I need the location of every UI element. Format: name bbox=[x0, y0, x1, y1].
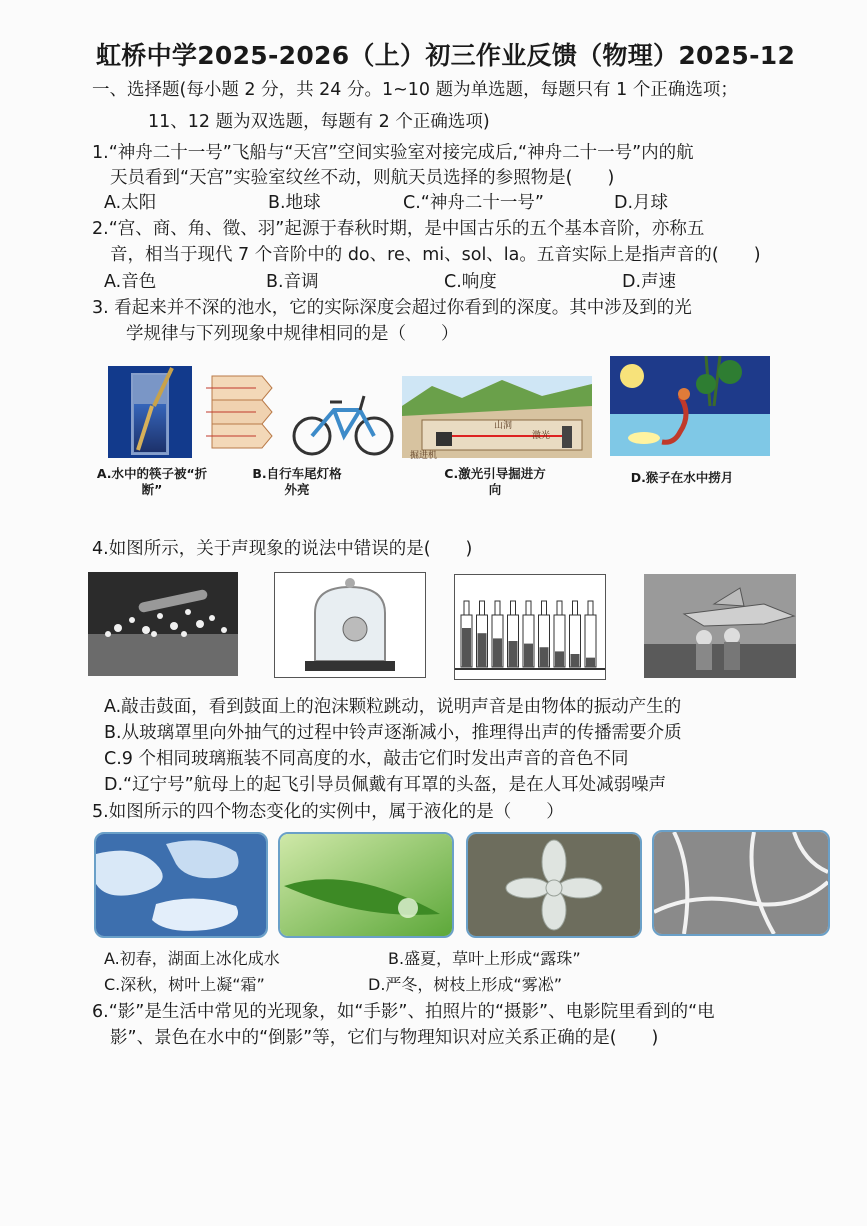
page-title: 虹桥中学2025-2026（上）初三作业反馈（物理）2025-12 bbox=[96, 41, 796, 70]
question-5-text: 5.如图所示的四个物态变化的实例中，属于液化的是（ ） bbox=[92, 802, 564, 822]
q3-caption-b: B.自行车尾灯格外亮 bbox=[252, 466, 342, 497]
q5-option-b: B.盛夏，草叶上形成“露珠” bbox=[388, 949, 581, 968]
q2-option-a: A.音色 bbox=[104, 272, 157, 292]
question-6-text: 6.“影”是生活中常见的光现象，如“手影”、拍照片的“摄影”、电影院里看到的“电 bbox=[92, 1002, 715, 1022]
q3-image-bicycle bbox=[290, 388, 396, 460]
q5-option-a: A.初春，湖面上冰化成水 bbox=[104, 949, 280, 968]
q4-image-bell-jar bbox=[274, 572, 426, 678]
q3-caption-d: D.猴子在水中捞月 bbox=[630, 470, 734, 485]
q4-option-d: D.“辽宁号”航母上的起飞引导员佩戴有耳罩的头盔，是在人耳处减弱噪声 bbox=[104, 775, 667, 795]
question-1-text-cont: 天员看到“天宫”实验室纹丝不动，则航天员选择的参照物是( ) bbox=[110, 168, 615, 188]
question-2-text: 2.“宫、商、角、徵、羽”起源于春秋时期，是中国古乐的五个基本音阶，亦称五 bbox=[92, 219, 705, 239]
q5-option-c: C.深秋，树叶上凝“霜” bbox=[104, 975, 265, 994]
q1-option-d: D.月球 bbox=[614, 193, 669, 213]
q5-image-frost-leaves bbox=[466, 832, 642, 938]
bottle bbox=[461, 601, 472, 667]
q5-image-dew-leaf bbox=[278, 832, 454, 938]
q3-label-tbm: 掘进机 bbox=[410, 451, 438, 461]
question-3-text: 3. 看起来并不深的池水，它的实际深度会超过你看到的深度。其中涉及到的光 bbox=[92, 298, 692, 318]
q1-option-b: B.地球 bbox=[268, 193, 321, 213]
question-2-text-cont: 音，相当于现代 7 个音阶中的 do、re、mi、sol、la。五音实际上是指声音的( ) bbox=[110, 245, 761, 265]
q3-caption-a: A.水中的筷子被“折断” bbox=[96, 466, 208, 497]
bottle bbox=[492, 601, 503, 667]
q4-image-carrier-crew bbox=[644, 574, 796, 678]
q4-image-drum-foam bbox=[88, 572, 238, 676]
q3-image-laser-tunnel bbox=[402, 376, 592, 458]
q4-option-c: C.9 个相同玻璃瓶装不同高度的水，敲击它们时发出声音的音色不同 bbox=[104, 749, 629, 769]
q3-caption-c: C.激光引导掘进方向 bbox=[444, 466, 546, 497]
bottle bbox=[508, 601, 519, 667]
question-1-text: 1.“神舟二十一号”飞船与“天宫”空间实验室对接完成后,“神舟二十一号”内的航 bbox=[92, 143, 694, 163]
bottle bbox=[554, 601, 565, 667]
section-instructions-cont: 11、12 题为双选题，每题有 2 个正确选项) bbox=[148, 112, 490, 132]
q5-image-rime-branches bbox=[652, 830, 830, 936]
q3-label-cave: 山洞 bbox=[494, 421, 513, 431]
bottle bbox=[570, 601, 581, 667]
q4-image-bottles bbox=[454, 574, 606, 680]
q1-option-a: A.太阳 bbox=[104, 193, 157, 213]
section-instructions: 一、选择题(每小题 2 分，共 24 分。1~10 题为单选题，每题只有 1 个正确选项； bbox=[92, 80, 738, 100]
bottle bbox=[523, 601, 534, 667]
question-3-text-cont: 学规律与下列现象中规律相同的是（ ） bbox=[126, 324, 459, 344]
q3-image-chopstick bbox=[108, 366, 192, 458]
q2-option-d: D.声速 bbox=[622, 272, 677, 292]
q2-option-c: C.响度 bbox=[444, 272, 497, 292]
q2-option-b: B.音调 bbox=[266, 272, 319, 292]
q5-image-ice-melting bbox=[94, 832, 268, 938]
bottle bbox=[539, 601, 550, 667]
q5-option-d: D.严冬，树枝上形成“雾凇” bbox=[368, 975, 562, 994]
q1-option-c: C.“神舟二十一号” bbox=[403, 193, 544, 213]
question-4-text: 4.如图所示，关于声现象的说法中错误的是( ) bbox=[92, 539, 473, 559]
q3-image-monkey-moon bbox=[610, 356, 770, 456]
bottle bbox=[585, 601, 596, 667]
q4-option-a: A.敲击鼓面，看到鼓面上的泡沫颗粒跳动，说明声音是由物体的振动产生的 bbox=[104, 697, 682, 717]
q3-image-tail-light bbox=[206, 370, 278, 454]
q4-option-b: B.从玻璃罩里向外抽气的过程中铃声逐渐减小，推理得出声的传播需要介质 bbox=[104, 723, 682, 743]
q3-label-laser: 激光 bbox=[532, 431, 551, 441]
bottle bbox=[477, 601, 488, 667]
question-6-text-cont: 影”、景色在水中的“倒影”等，它们与物理知识对应关系正确的是( ) bbox=[110, 1028, 659, 1048]
